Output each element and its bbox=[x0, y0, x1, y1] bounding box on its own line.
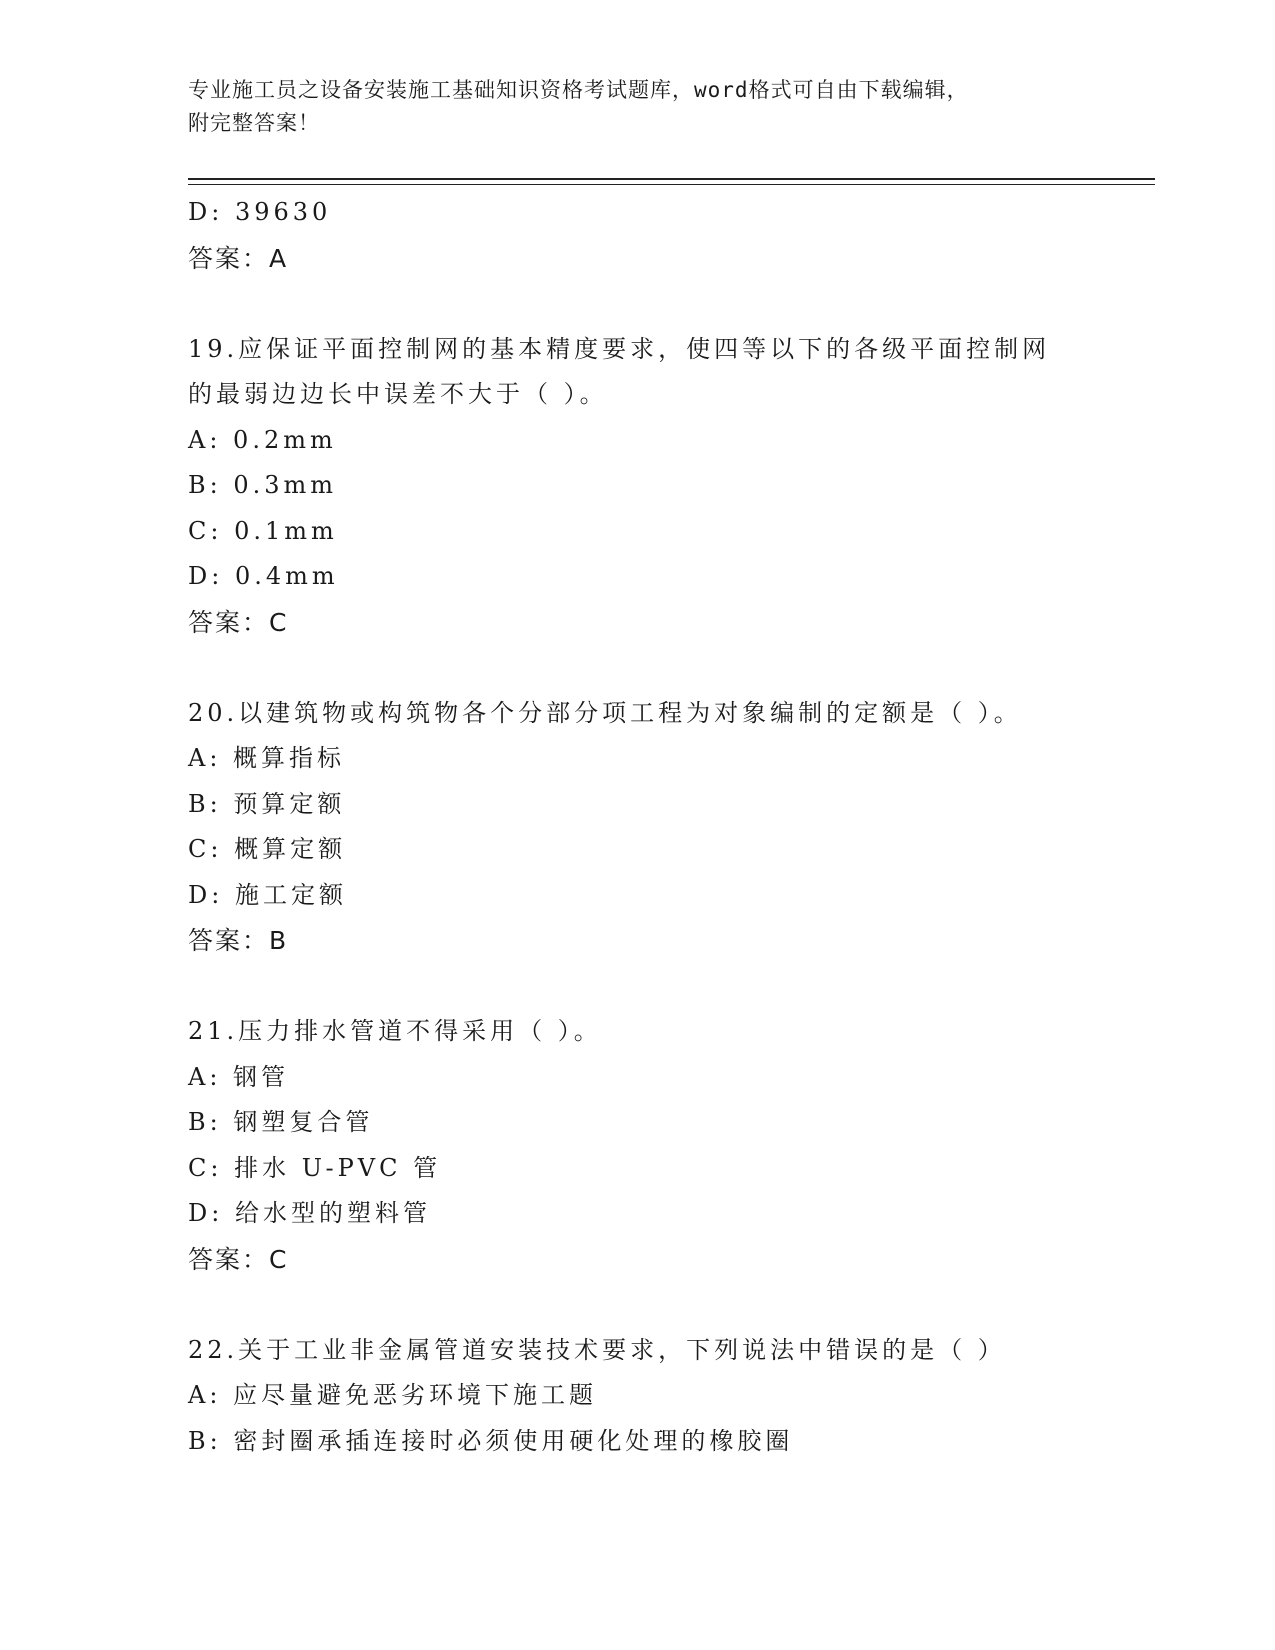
question-22 bbox=[188, 1328, 1148, 1465]
question-stem-line-1: 21.压力排水管道不得采用（ ）。 bbox=[188, 1017, 602, 1045]
question-stem-line-1: 22.关于工业非金属管道安装技术要求，下列说法中错误的是（ ） bbox=[188, 1335, 1006, 1364]
spacer bbox=[188, 964, 1148, 1010]
answer-line: 答案：A bbox=[188, 243, 289, 273]
question-stem-line-2: 的最弱边边长中误差不大于（ ）。 bbox=[188, 380, 608, 408]
option-a: A: 应尽量避免恶劣环境下施工题 bbox=[188, 1381, 598, 1409]
option-b: B: 预算定额 bbox=[188, 789, 346, 818]
answer-line: 答案：C bbox=[188, 1244, 289, 1274]
option-d: D: 39630 bbox=[188, 198, 332, 226]
question-20 bbox=[188, 691, 1148, 964]
spacer bbox=[188, 1282, 1148, 1328]
header-divider-thin bbox=[188, 184, 1155, 185]
option-b: B: 钢塑复合管 bbox=[188, 1108, 374, 1136]
question-21 bbox=[188, 1009, 1148, 1282]
option-b: B: 密封圈承插连接时必须使用硬化处理的橡胶圈 bbox=[188, 1426, 794, 1455]
option-a: A: 概算指标 bbox=[188, 744, 346, 772]
option-b: B: 0.3mm bbox=[188, 471, 338, 499]
previous-question-tail bbox=[188, 190, 1148, 281]
question-stem-line-1: 20.以建筑物或构筑物各个分部分项工程为对象编制的定额是（ ）。 bbox=[188, 698, 1022, 727]
option-c: C: 概算定额 bbox=[188, 835, 347, 863]
answer-line: 答案：C bbox=[188, 607, 289, 637]
option-c: C: 0.1mm bbox=[188, 516, 338, 545]
header-line-1: 专业施工员之设备安装施工基础知识资格考试题库，word格式可自由下载编辑， bbox=[188, 78, 969, 102]
spacer bbox=[188, 645, 1148, 691]
option-d: D: 0.4mm bbox=[188, 562, 339, 590]
question-19 bbox=[188, 327, 1148, 646]
option-d: D: 给水型的塑料管 bbox=[188, 1199, 431, 1227]
option-a: A: 钢管 bbox=[188, 1062, 290, 1091]
question-stem-line-1: 19.应保证平面控制网的基本精度要求，使四等以下的各级平面控制网 bbox=[188, 334, 1051, 363]
answer-line: 答案：B bbox=[188, 926, 289, 955]
header-divider-thick bbox=[188, 178, 1155, 180]
option-d: D: 施工定额 bbox=[188, 880, 347, 909]
header-line-2: 附完整答案！ bbox=[188, 111, 320, 135]
option-a: A: 0.2mm bbox=[188, 425, 337, 454]
page-header bbox=[188, 74, 1088, 140]
option-c: C: 排水 U-PVC 管 bbox=[188, 1153, 442, 1182]
spacer bbox=[188, 281, 1148, 327]
question-list bbox=[188, 190, 1148, 1464]
